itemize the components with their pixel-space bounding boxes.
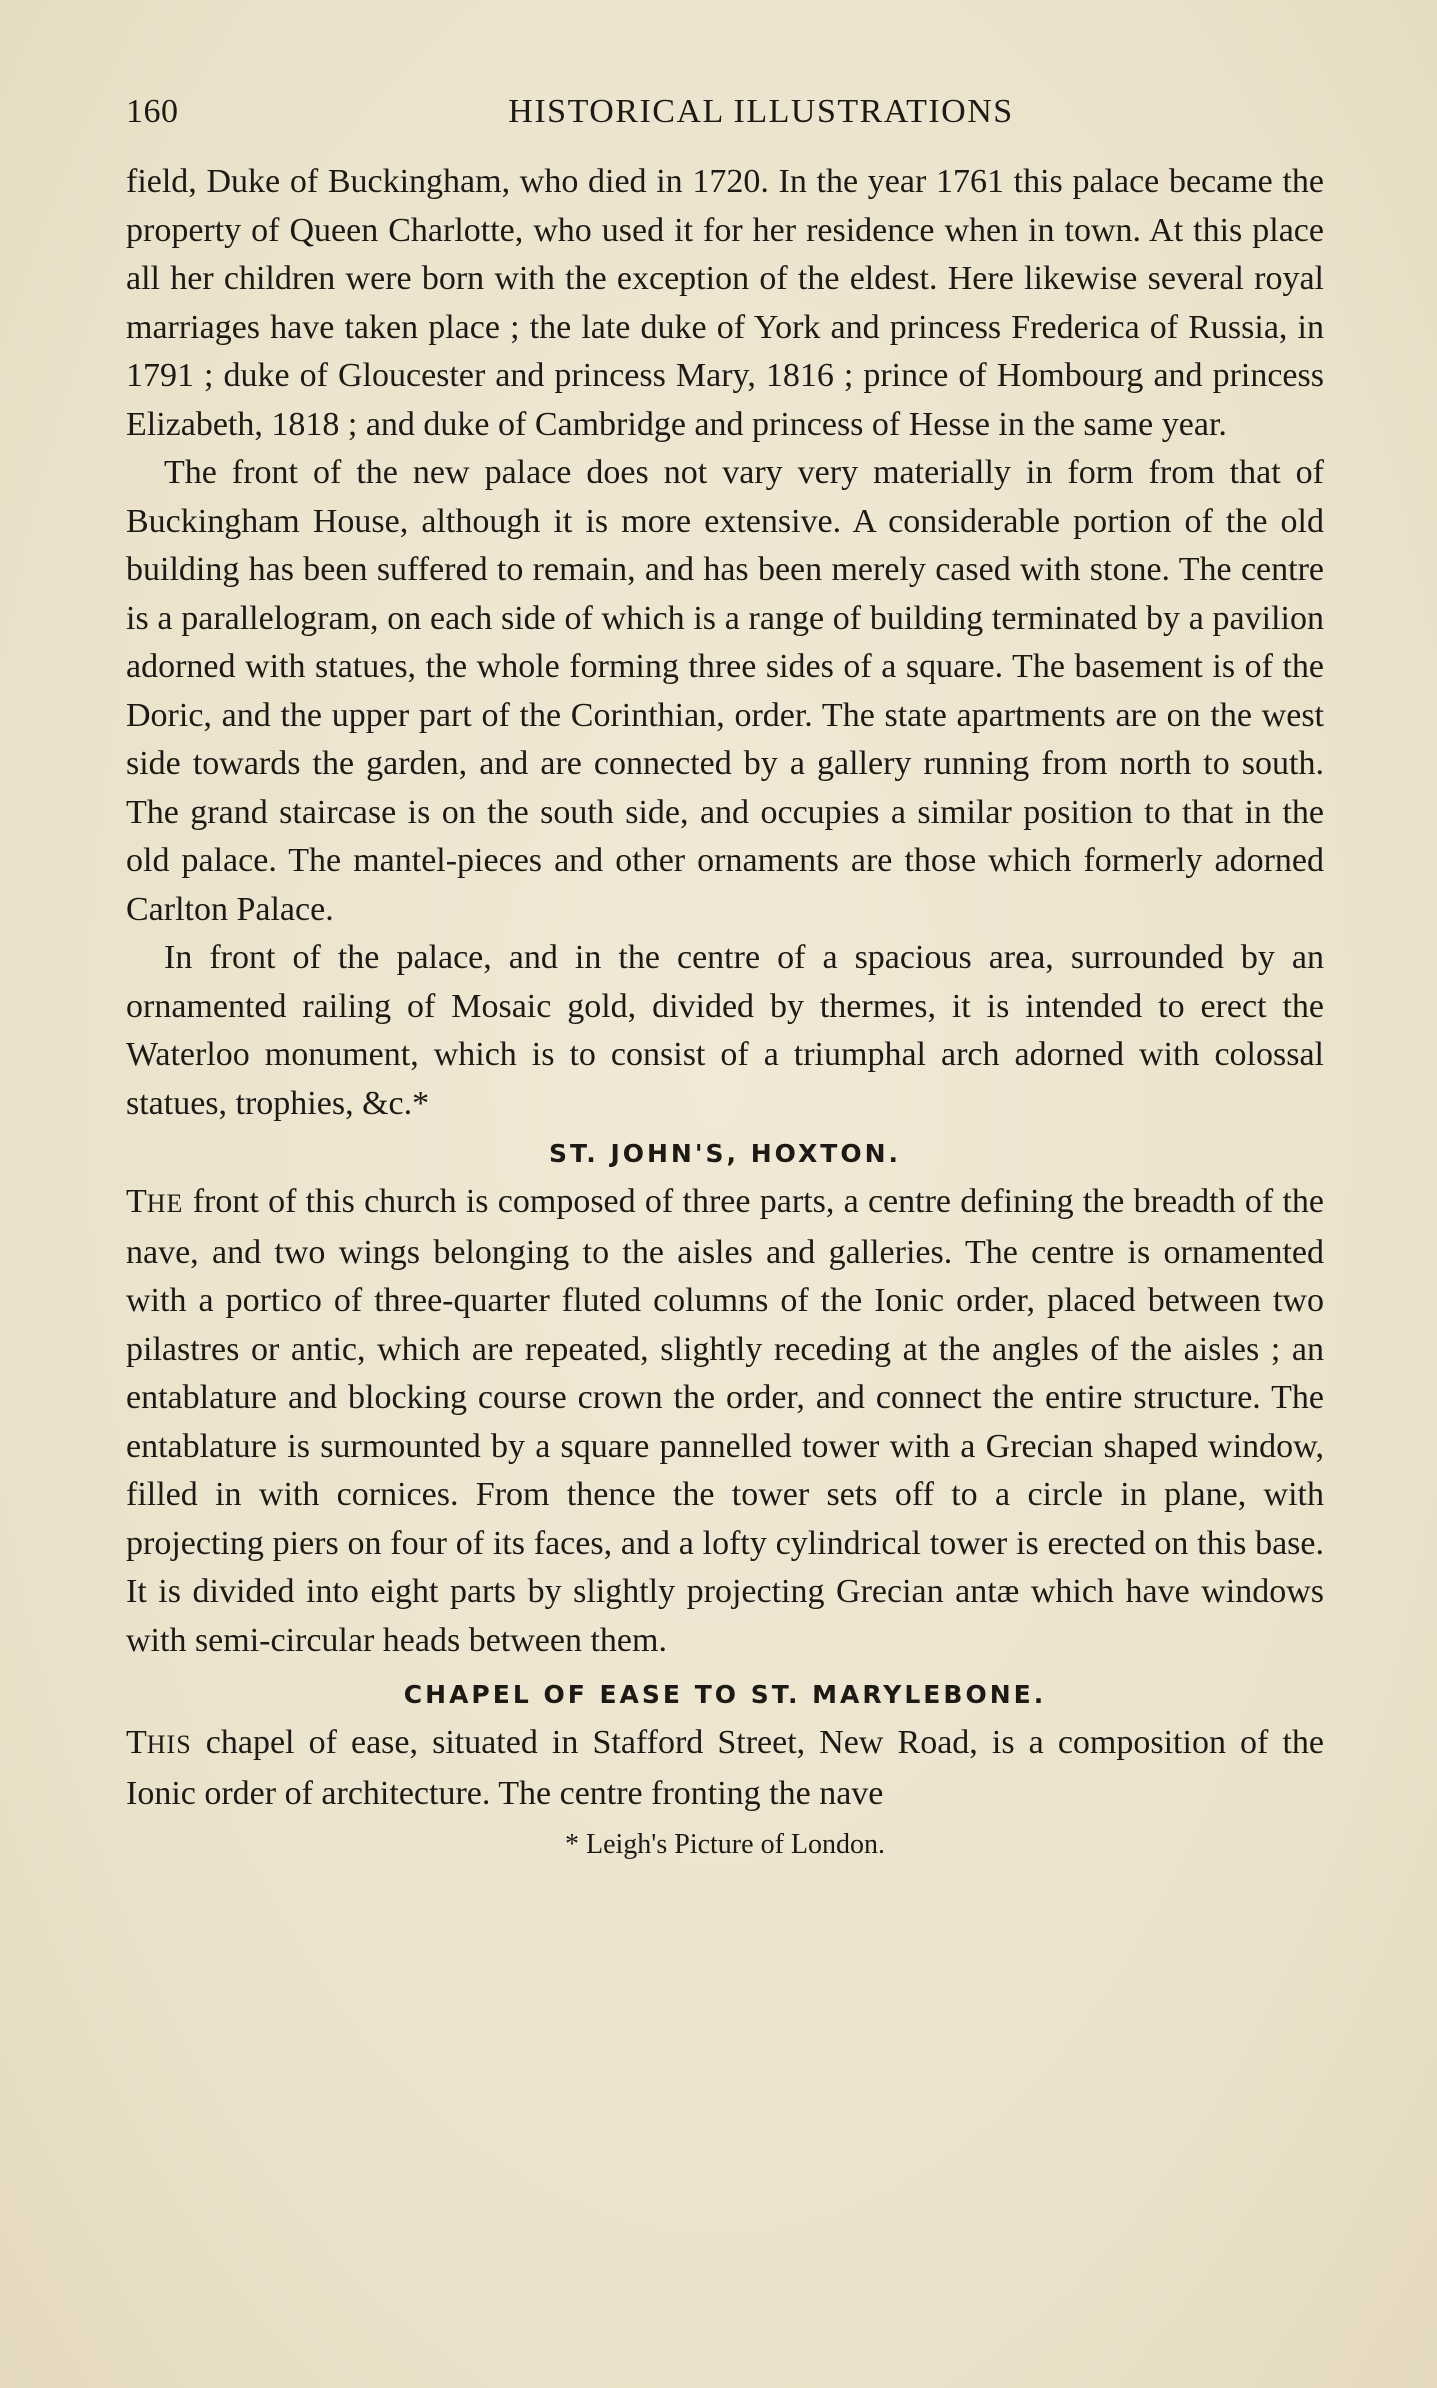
small-caps-initial: T [126,1183,147,1220]
small-caps-rest: HIS [146,1730,192,1759]
paragraph-text: front of this church is composed of three parts, a centre defining the breadth of the nave, and two wings belonging to the aisles and galleries. The centre is ornamented with a portico of three-quarter fluted columns of the Ionic order, placed between two pilastres or antic, which are repeated, slightly receding at the angles of the aisles ; an entablature and blocking course crown the order, and connect the entire structure. The entablature is surmounted by a square pannelled tower with a Grecian shaped window, filled in with cornices. From thence the tower sets off to a circle in plane, with projecting piers on four of its faces, and a lofty cylindrical tower is erected on this base. It is divided into eight parts by slightly projecting Grecian antæ which have windows with semi-circular heads between them. [126,1183,1324,1659]
footnote: * Leigh's Picture of London. [565,1829,885,1860]
small-caps-initial: T [126,1724,147,1761]
paragraph-new-palace-front: The front of the new palace does not vary very materially in form from that of Buckingham House, although it is more extensive. A considerable portion of the old building has been suffered to remain, and has been merely cased with stone. The centre is a parallelogram, on each side of which is a range of building terminated by a pavilion adorned with statues, the whole forming three sides of a square. The basement is of the Doric, and the upper part of the Corinthian, order. The state apartments are on the west side towards the garden, and are connected by a gallery running from north to south. The grand staircase is on the south side, and occupies a similar position to that in the old palace. The mantel-pieces and other ornaments are those which formerly adorned Carlton Palace. [126,454,1324,928]
section-heading-st-johns-hoxton: ST. JOHN'S, HOXTON. [548,1139,901,1168]
paragraph-waterloo-monument: In front of the palace, and in the centre of a spacious area, surrounded by an ornamented railing of Mosaic gold, divided by thermes, it is intended to erect the Waterloo monument, which is to consist of a triumphal arch adorned with colossal statues, trophies, &c.* [126,939,1324,1122]
page-body [126,158,1324,1870]
page-number: 160 [126,93,179,130]
running-head: HISTORICAL ILLUSTRATIONS [508,93,1014,130]
section-heading-chapel-of-ease: CHAPEL OF EASE TO ST. MARYLEBONE. [403,1680,1047,1709]
paragraph-chapel-of-ease [126,1719,1324,1818]
paragraph-st-johns-church [126,1178,1324,1665]
paragraph-text: chapel of ease, situated in Stafford Street, New Road, is a composition of the Ionic order of architecture. The centre fronting the nave [126,1724,1324,1812]
page-header [126,86,1326,138]
small-caps-rest: HE [146,1189,184,1218]
paragraph-palace-history: field, Duke of Buckingham, who died in 1720. In the year 1761 this palace became the property of Queen Charlotte, who used it for her residence when in town. At this place all her children were born with the exception of the eldest. Here likewise several royal marriages have taken place ; the late duke of York and princess Frederica of Russia, in 1791 ; duke of Gloucester and princess Mary, 1816 ; prince of Hombourg and princess Elizabeth, 1818 ; and duke of Cambridge and princess of Hesse in the same year. [126,163,1324,443]
